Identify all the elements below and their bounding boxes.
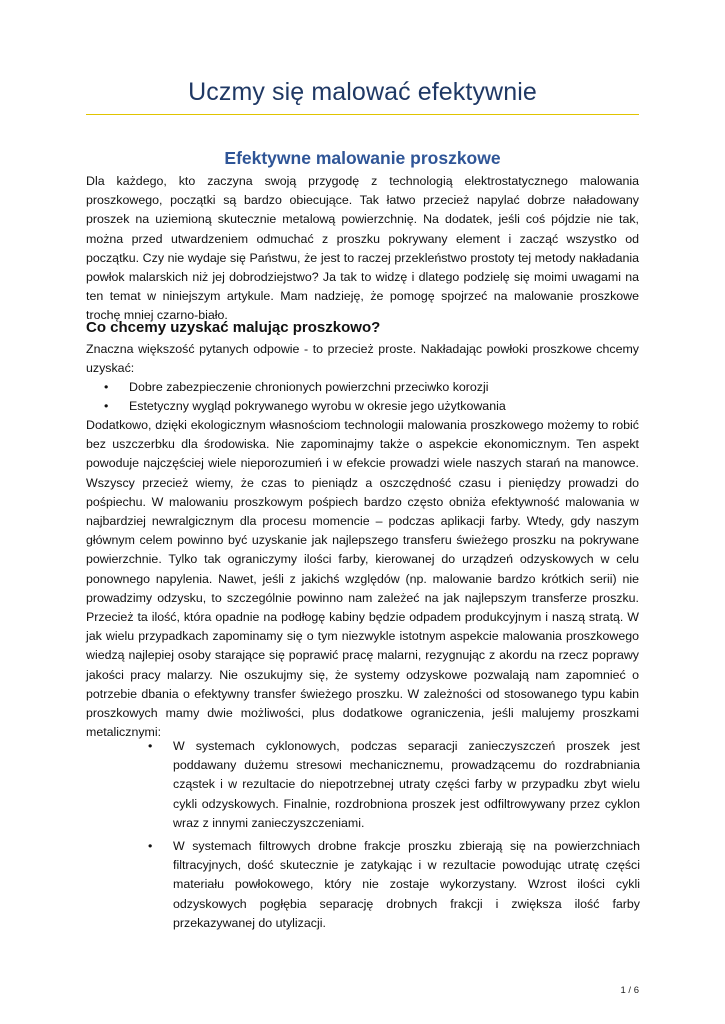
question-paragraph: Znaczna większość pytanych odpowie - to przecież proste. Nakładając powłoki proszkowe chcemy uzyskać: bbox=[86, 342, 639, 376]
subheading: Co chcemy uzyskać malując proszkowo? bbox=[86, 319, 381, 336]
list-item: • Dobre zabezpieczenie chronionych powierzchni przeciwko korozji bbox=[104, 378, 639, 397]
main-paragraph: Dodatkowo, dzięki ekologicznym własnościom technologii malowania proszkowego możemy to robić bez uszczerbku dla środowiska. Nie zapominajmy także o aspekcie ekonomicznym. Ten aspekt powoduje najczęściej wiele nieporozumień i w efekcie prowadzi wiele naszych starań na manowce. Wszyscy przecież wiemy, że czas to pieniądz a oszczędność czasu i pieniędzy prowadzi do pośpiechu. W malowaniu proszkowym pośpiech bardzo często obniża efektywność malowania w najbardziej newralgicznym dla procesu momencie – podczas aplikacji farby. Wtedy, gdy naszym głównym celem powinno być uzyskanie jak najlepszego transferu świeżego proszku na pokrywane powierzchnie. Tylko tak ograniczymy ilości farby, kierowanej do urządzeń odzyskowych w celu ponownego napylenia. Nawet, jeśli z jakichś względów (np. malowanie bardzo krótkich serii) nie prowadzimy odzysku, to szczególnie powinno nam zależeć na jak najlepszym transferze proszku. Przecież ta ilość, która opadnie na podłogę kabiny będzie odpadem produkcyjnym i naszą stratą. W jak wielu przypadkach zapominamy się o tym niezwykle istotnym aspekcie malowania proszkowego wiedzą najlepiej osoby starające się poprawić pracę malarni, rezygnując z akordu na rzecz poprawy jakości pracy malarzy. Nie oszukujmy się, że systemy odzyskowe pozwalają nam zapomnieć o potrzebie dbania o efektywny transfer świeżego proszku. W zależności od stosowanego typu kabin proszkowych mamy dwie możliwości, plus dodatkowe ograniczenia, jeśli malujemy proszkami metalicznymi: bbox=[86, 418, 639, 740]
list-item: • W systemach filtrowych drobne frakcje proszku zbierają się na powierzchniach filtracyjnych, dość skutecznie je zatykając i w rezultacie powodując utratę części materiału powłokowego, który nie zostaje wykorzystany. Wzrost ilości cykli odzyskowych pogłębia separację drobnych frakcji i zwiększa ilość farby przekazywanej do utylizacji. bbox=[148, 837, 640, 933]
document-title: Uczmy się malować efektywnie bbox=[188, 78, 537, 106]
list-item: • W systemach cyklonowych, podczas separacji zanieczyszczeń proszek jest poddawany dużemu stresowi mechanicznemu, prowadzącemu do rozdrabniania cząstek i w rezultacie do niepotrzebnej utraty części farby w przypadku zbyt wielu cykli odzyskowych. Finalnie, rozdrobniona proszek jest odfiltrowywany przez cyklon wraz z innymi zanieczyszczeniami. bbox=[148, 737, 640, 833]
goals-list bbox=[104, 378, 639, 416]
intro-paragraph: Dla każdego, kto zaczyna swoją przygodę z technologią elektrostatycznego malowania proszkowego, początki są bardzo obiecujące. Tak łatwo przecież napylać dobrze naładowany proszek na uziemioną skutecznie metalową powierzchnię. Na dodatek, jeśli coś pójdzie nie tak, można przed utwardzeniem odmuchać z proszku pokrywany element i zacząć wszystko od początku. Czy nie wydaje się Państwu, że jest to raczej przekleństwo prostoty tej metody nakładania powłok malarskich niż jej dobrodziejstwo? Ja tak to widzę i dlatego podzielę się moimi uwagami na ten temat w niniejszym artykule. Mam nadzieję, że pomogę spojrzeć na malowanie proszkowe trochę mniej czarno-biało. bbox=[86, 174, 639, 323]
systems-list bbox=[148, 737, 640, 937]
page-number: 1 / 6 bbox=[620, 985, 639, 996]
list-item: • Estetyczny wygląd pokrywanego wyrobu w okresie jego użytkowania bbox=[104, 397, 639, 416]
section-heading: Efektywne malowanie proszkowe bbox=[224, 148, 501, 168]
title-underline bbox=[86, 114, 639, 115]
